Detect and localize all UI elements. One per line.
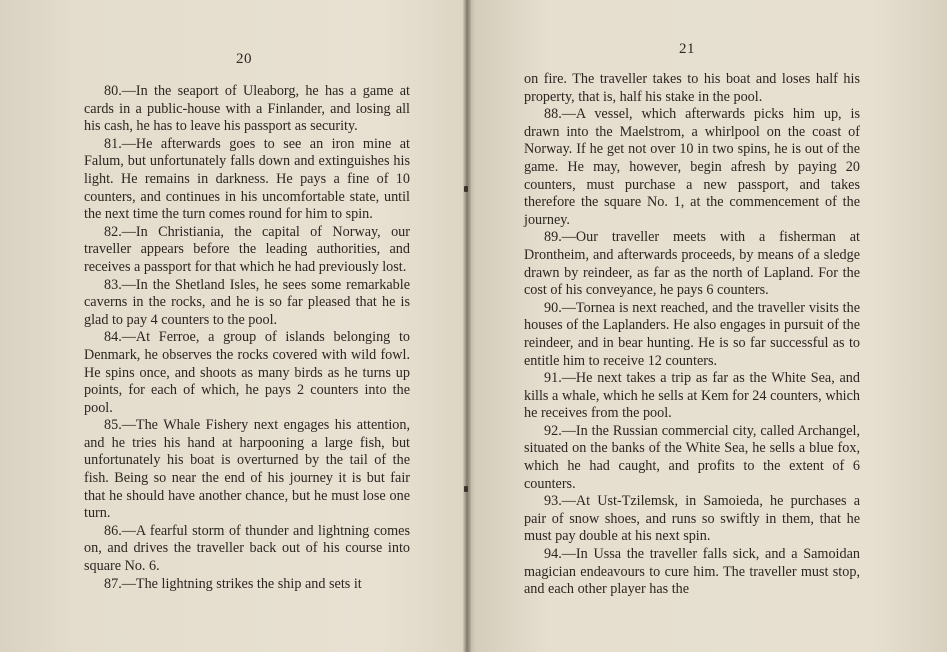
paragraph-87-continued: on fire. The traveller takes to his boat and loses half his property, that is, half his stake in the pool. [524, 71, 860, 105]
paragraph-85: 85.—The Whale Fishery next engages his attention, and he tries his hand at harpooning a large fish, but unfortunately his boat is overturned by the tail of the fish. Being so near the end of his journey it is but fair that he should have another chance, but he must lose one turn. [84, 417, 410, 522]
paragraph-87: 87.—The lightning strikes the ship and sets it [104, 575, 362, 592]
paragraph-94: 94.—In Ussa the traveller falls sick, and a Samoidan magician endeavours to cure him. The traveller must stop, and each other player has the [524, 546, 860, 598]
right-page [468, 0, 947, 652]
paragraph-89: 89.—Our traveller meets with a fisherman at Drontheim, and afterwards proceeds, by means of a sledge drawn by reindeer, as far as the north of Lapland. For the cost of his conveyance, he pays 6 counters. [524, 229, 860, 299]
paragraph-90: 90.—Tornea is next reached, and the traveller visits the houses of the Laplanders. He also engages in pursuit of the reindeer, and in bear hunting. He is so far successful as to entitle him to receive 12 counters. [524, 299, 860, 369]
paragraph-81: 81.—He afterwards goes to see an iron mine at Falum, but unfortunately falls down and extinguishes his light. He remains in darkness. He pays a fine of 10 counters, and continues in his uncomfortable state, until the next time the turn comes round for him to spin. [84, 135, 410, 223]
page-number-left: 20 [236, 51, 252, 67]
paragraph-86: 86.—A fearful storm of thunder and lightning comes on, and drives the traveller back out of his course into square No. 6. [84, 522, 410, 575]
right-page-text [524, 71, 860, 599]
paragraph-88: 88.—A vessel, which afterwards picks him up, is drawn into the Maelstrom, a whirlpool on the coast of Norway. If he get not over 10 in two spins, he is out of the game. He may, however, begin afresh by paying 20 counters, must purchase a new passport, and takes therefore the square No. 1, at the commencement of the journey. [524, 106, 860, 228]
paragraph-80: 80.—In the seaport of Uleaborg, he has a game at cards in a public-house with a Finlander, and losing all his cash, he has to leave his passport as security. [84, 83, 410, 135]
paragraph-92: 92.—In the Russian commercial city, called Archangel, situated on the banks of the White Sea, he sells a blue fox, which he had caught, and profits to the extent of 6 counters. [524, 422, 860, 492]
page-number-right: 21 [679, 41, 695, 57]
paragraph-83: 83.—In the Shetland Isles, he sees some remarkable caverns in the rocks, and he is so far pleased that he is glad to pay 4 counters to the pool. [84, 276, 410, 328]
left-page-text [84, 83, 410, 593]
paragraph-82: 82.—In Christiania, the capital of Norway, our traveller appears before the leading authorities, and receives a passport for that which he had previously lost. [84, 223, 410, 275]
paragraph-93: 93.—At Ust-Tzilemsk, in Samoieda, he purchases a pair of snow shoes, and runs so swiftly in them, that he must pay double at his next spin. [524, 493, 860, 545]
left-page [0, 0, 466, 652]
paragraph-84: 84.—At Ferroe, a group of islands belonging to Denmark, he observes the rocks covered with wild fowl. He spins once, and shoots as many birds as he turns up points, for each of which, he pays 2 counters into the pool. [84, 329, 410, 416]
paragraph-91: 91.—He next takes a trip as far as the White Sea, and kills a whale, which he sells at Kem for 24 counters, which he receives from the pool. [524, 370, 860, 422]
